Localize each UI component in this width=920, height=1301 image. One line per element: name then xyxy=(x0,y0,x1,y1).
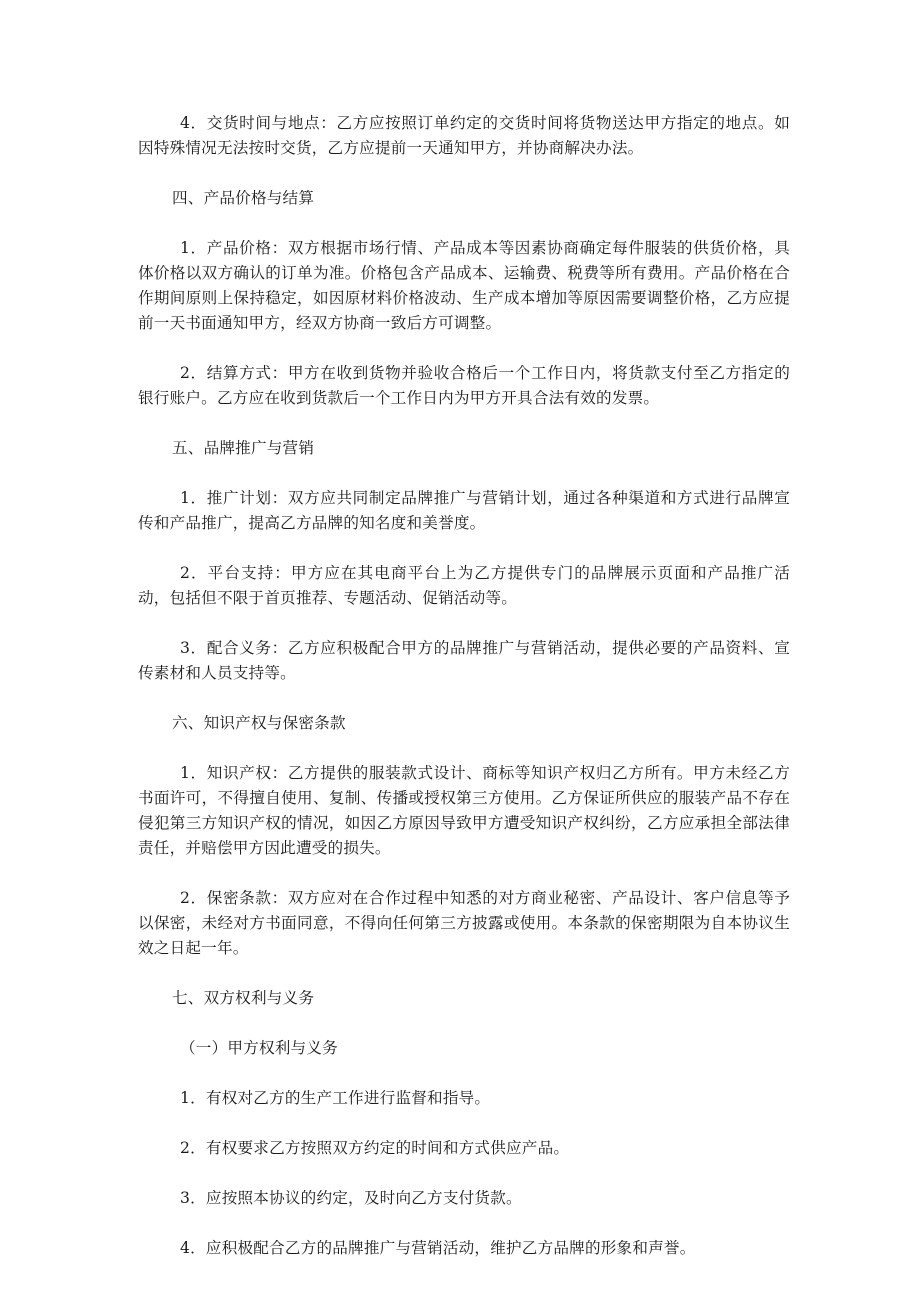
paragraph-delivery: 4．交货时间与地点：乙方应按照订单约定的交货时间将货物送达甲方指定的地点。如因特殊情况无法按时交货，乙方应提前一天通知甲方，并协商解决办法。 xyxy=(138,114,790,157)
list-item-a4: 4．应积极配合乙方的品牌推广与营销活动，维护乙方品牌的形象和声誉。 xyxy=(180,1239,696,1257)
list-item-a3: 3．应按照本协议的约定，及时向乙方支付货款。 xyxy=(180,1189,522,1207)
section-heading-ip: 六、知识产权与保密条款 xyxy=(172,714,346,732)
paragraph-price: 1．产品价格：双方根据市场行情、产品成本等因素协商确定每件服装的供货价格，具体价格以双方确认的订单为准。价格包含产品成本、运输费、税费等所有费用。产品价格在合作期间原则上保持稳定，如因原材料价格波动、生产成本增加等原因需要调整价格，乙方应提前一天书面通知甲方，经双方协商一致后方可调整。 xyxy=(138,239,790,332)
sub-heading-party-a: （一）甲方权利与义务 xyxy=(180,1039,338,1057)
section-heading-brand: 五、品牌推广与营销 xyxy=(172,439,315,457)
paragraph-platform: 2．平台支持：甲方应在其电商平台上为乙方提供专门的品牌展示页面和产品推广活动，包括但不限于首页推荐、专题活动、促销活动等。 xyxy=(138,564,790,607)
list-item-a2: 2．有权要求乙方按照双方约定的时间和方式供应产品。 xyxy=(180,1139,570,1157)
paragraph-settlement: 2．结算方式：甲方在收到货物并验收合格后一个工作日内，将货款支付至乙方指定的银行账户。乙方应在收到货款后一个工作日内为甲方开具合法有效的发票。 xyxy=(138,364,790,407)
list-item-a1: 1．有权对乙方的生产工作进行监督和指导。 xyxy=(180,1089,491,1107)
paragraph-confidential: 2．保密条款：双方应对在合作过程中知悉的对方商业秘密、产品设计、客户信息等予以保密，未经对方书面同意，不得向任何第三方披露或使用。本条款的保密期限为自本协议生效之日起一年。 xyxy=(138,889,790,957)
paragraph-ip: 1．知识产权：乙方提供的服装款式设计、商标等知识产权归乙方所有。甲方未经乙方书面许可，不得擅自使用、复制、传播或授权第三方使用。乙方保证所供应的服装产品不存在侵犯第三方知识产权的情况，如因乙方原因导致甲方遭受知识产权纠纷，乙方应承担全部法律责任，并赔偿甲方因此遭受的损失。 xyxy=(138,764,790,857)
section-heading-price: 四、产品价格与结算 xyxy=(172,189,315,207)
section-heading-rights: 七、双方权利与义务 xyxy=(172,989,315,1007)
paragraph-cooperate: 3．配合义务：乙方应积极配合甲方的品牌推广与营销活动，提供必要的产品资料、宣传素材和人员支持等。 xyxy=(138,639,790,682)
paragraph-promo-plan: 1．推广计划：双方应共同制定品牌推广与营销计划，通过各种渠道和方式进行品牌宣传和产品推广，提高乙方品牌的知名度和美誉度。 xyxy=(138,489,790,532)
